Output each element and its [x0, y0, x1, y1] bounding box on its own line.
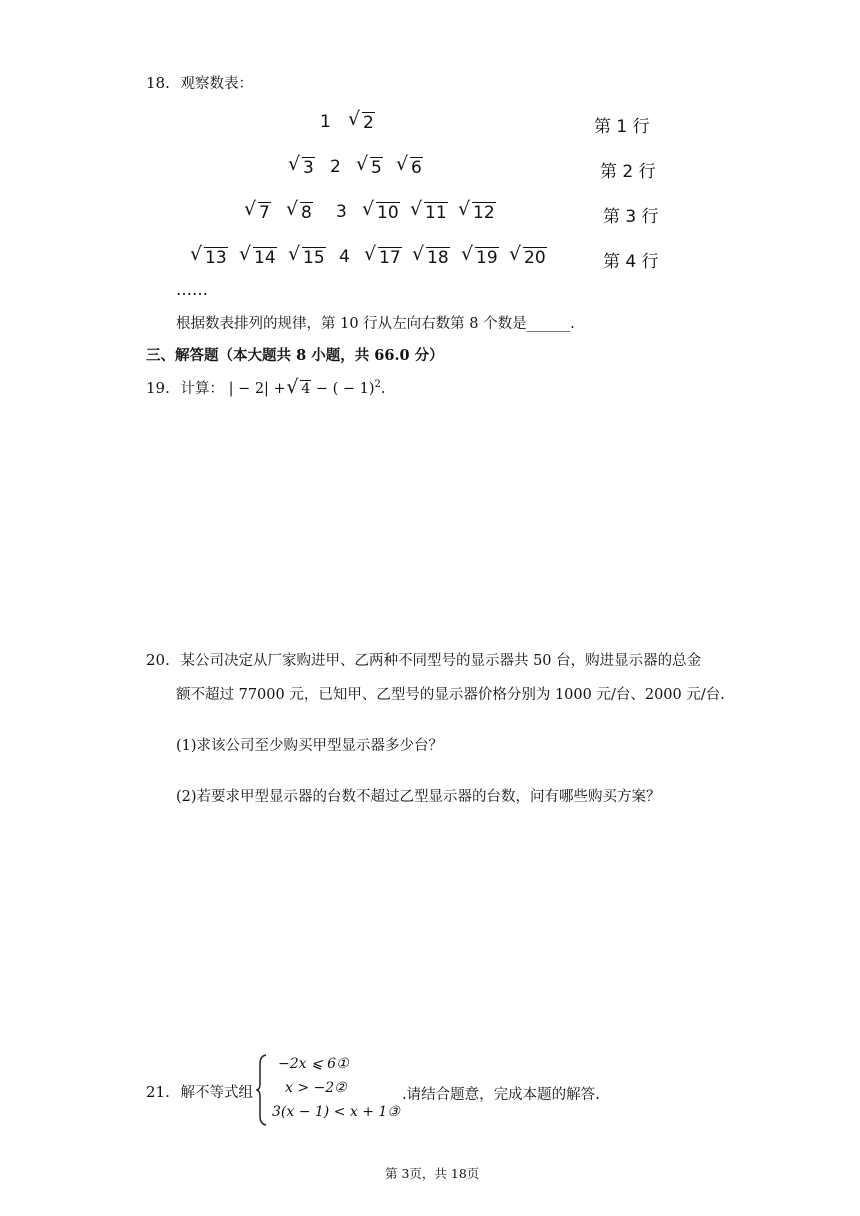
question-line: 额不超过 77000 元，已知甲、乙型号的显示器价格分别为 1000 元/台、2000 元/台. [176, 687, 725, 703]
table-cell: √ 14 [243, 247, 277, 268]
expr-part: − ( − 1) [311, 381, 375, 397]
table-row [0, 157, 860, 185]
inequality-1: −2x ⩽ 6① [278, 1056, 349, 1072]
table-cell: √ 6 [400, 157, 423, 178]
expr-radicand: 4 [301, 381, 311, 397]
table-cell: √ 10 [366, 202, 400, 223]
table-row [0, 112, 860, 140]
table-cell: √ 2 [352, 112, 375, 133]
question-18-ask: 根据数表排列的规律，第 10 行从左向右数第 8 个数是______. [176, 316, 575, 332]
table-cell: √ 11 [414, 202, 448, 223]
table-cell: 3 [336, 202, 347, 222]
section-title-suffix: 分） [414, 347, 444, 364]
section-title-mid: 小题，共 [311, 347, 370, 364]
section-title-prefix: 三、解答题（本大题共 [146, 347, 291, 364]
inequality-2: x > −2② [285, 1080, 347, 1096]
table-cell: √ 17 [368, 247, 402, 268]
table-cell: 2 [330, 157, 341, 177]
table-cell: √ 8 [290, 202, 313, 223]
row-label: 第 1 行 [594, 117, 650, 137]
table-cell: √ 15 [292, 247, 326, 268]
table-cell: √ 5 [360, 157, 383, 178]
question-line: 某公司决定从厂家购进甲、乙两种不同型号的显示器共 50 台，购进显示器的总金 [180, 653, 702, 669]
row-label: 第 2 行 [600, 162, 656, 182]
table-row [0, 202, 860, 230]
table-row [0, 247, 860, 275]
question-prompt: 解不等式组 [180, 1085, 253, 1101]
question-number: 20. [146, 651, 170, 669]
question-21 [146, 1081, 253, 1102]
question-number: 21. [146, 1083, 170, 1101]
table-cell: 4 [339, 247, 350, 267]
row-label: 第 4 行 [603, 252, 659, 272]
question-21-tail: .请结合题意，完成本题的解答. [402, 1087, 600, 1103]
question-prompt: 观察数表： [180, 76, 253, 92]
left-brace-icon [256, 1054, 268, 1126]
question-prompt: 计算： [180, 381, 224, 397]
table-cell: √ 18 [416, 247, 450, 268]
table-cell: 1 [320, 112, 331, 132]
expr-part: | − 2| + [228, 381, 291, 397]
question-19 [146, 377, 386, 398]
ellipsis: …… [176, 280, 208, 299]
section-question-count: 8 [296, 347, 307, 364]
inequality-3: 3(x − 1) < x + 1③ [272, 1104, 400, 1120]
expr-end: . [380, 381, 386, 397]
page-footer: 第 3页，共 18页 [385, 1166, 480, 1181]
table-cell: √ 13 [194, 247, 228, 268]
table-cell: √ 7 [248, 202, 271, 223]
question-part: (2)若要求甲型显示器的台数不超过乙型显示器的台数，问有哪些购买方案？ [176, 789, 661, 805]
math-expression [229, 381, 386, 397]
table-cell: √ 3 [292, 157, 315, 178]
section-heading [146, 344, 444, 365]
row-label: 第 3 行 [603, 207, 659, 227]
expr-exponent: 2 [374, 379, 381, 391]
question-number: 18. [146, 74, 170, 92]
question-20 [146, 649, 701, 670]
question-18 [146, 72, 253, 93]
section-score: 66.0 [374, 347, 410, 364]
question-part: (1)求该公司至少购买甲型显示器多少台？ [176, 738, 444, 754]
table-cell: √ 20 [513, 247, 547, 268]
question-number: 19. [146, 379, 170, 397]
table-cell: √ 12 [462, 202, 496, 223]
table-cell: √ 19 [465, 247, 499, 268]
